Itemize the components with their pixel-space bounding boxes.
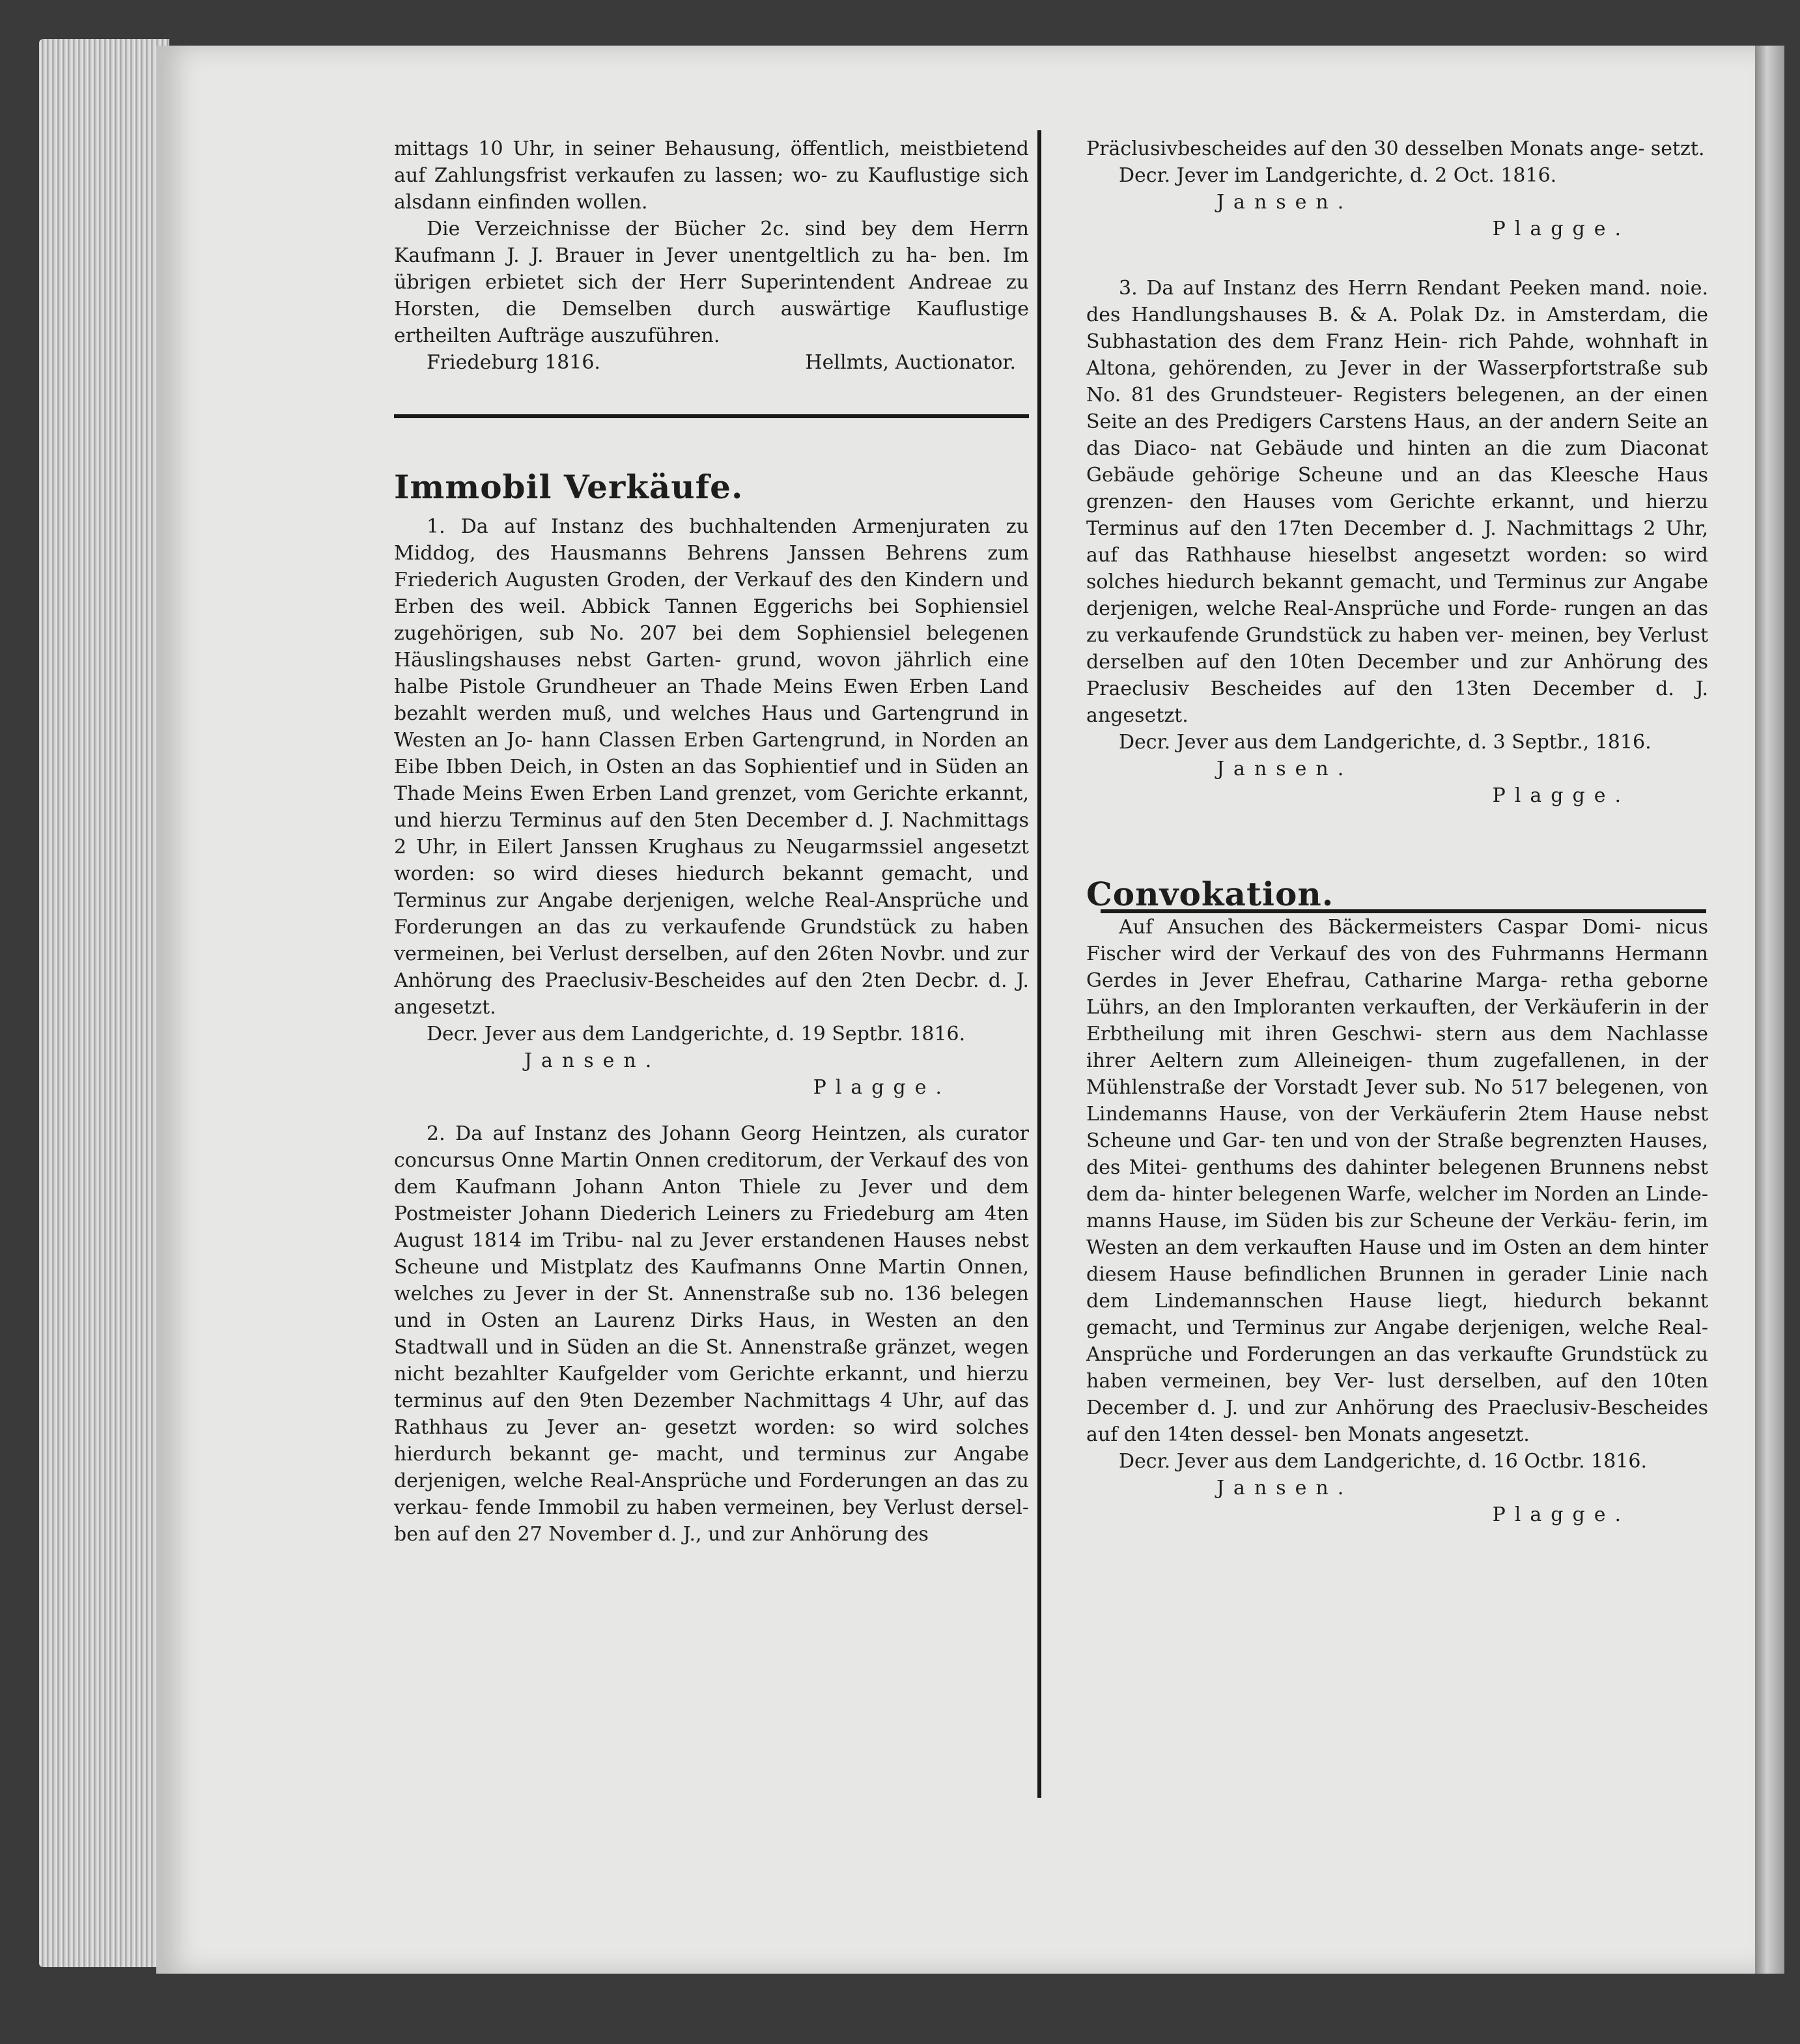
notice-3-text: 3. Da auf Instanz des Herrn Rendant Peeken mand. noie. des Handlungshauses B. & A. Polak Dz. in Amsterdam, die Subhastation des dem Franz Hein- rich Pahde, wohnhaft in Altona, gehörenden, zu Jever in der Wasserpfortstraße sub No. 81 des Grundsteuer- Registers belegenen, an der einen Seite an des Predigers Carstens Haus, an der andern Seite an das Diaco- nat Gebäude und hinten an die zum Diaconat Gebäude gehörige Scheune und an das Kleesche Haus grenzen- den Hauses vom Gerichte erkannt, und hierzu Terminus auf den 17ten December d. J. Nachmittags 2 Uhr, auf das Rathhause hieselbst angesetzt worden: so wird solches hiedurch bekannt gemacht, und Terminus zur Angabe derjenigen, welche Real-Ansprüche und Forde- rungen an das zu verkaufende Grundstück zu haben ver- meinen, bey Verlust derselben auf den 10ten December und zur Anhörung des Praeclusiv Bescheides auf den 13ten December d. J. angesetzt. <box>1086 277 1708 727</box>
notice-1-signature-plagge: Plagge. <box>813 1076 951 1099</box>
convokation-text: Auf Ansuchen des Bäckermeisters Caspar Domi- nicus Fischer wird der Verkauf des von des Fuhrmanns Hermann Gerdes in Jever Ehefrau, Catharine Marga- retha geborne Lührs, an den Imploranten verkauften, der Verkäuferin in der Erbtheilung mit ihren Geschwi- stern aus dem Nachlasse ihrer Aeltern zum Alleineigen- thum zugefallenen, in der Mühlenstraße der Vorstadt Jever sub. No 517 belegenen, von Lindemanns Hause, von der Verkäuferin 2tem Hause nebst Scheune und Gar- ten und von der Straße begrenzten Hauses, des Mitei- genthums des dahinter belegenen Brunnens nebst dem da- hinter belegenen Warfe, welcher im Norden an Linde- manns Hause, im Süden bis zur Scheune der Verkäu- ferin, im Westen an dem verkauften Hause und im Osten an dem hinter diesem Hause befindlichen Brunnen in gerader Linie nach dem Lindemannschen Hause liegt, hiedurch bekannt gemacht, und Terminus zur Angabe derjenigen, welche Real-Ansprüche und Forderungen an das verkaufte Grundstück zu haben vermeinen, bey Ver- lust derselben, auf den 10ten December d. J. und zur Anhörung des Praeclusiv-Bescheides auf den 14ten dessel- ben Monats angesetzt. <box>1086 916 1708 1446</box>
continuation-signature-plagge: Plagge. <box>1492 218 1630 240</box>
friedeburg-date: Friedeburg 1816. <box>427 351 600 374</box>
right-column <box>1086 135 1708 1528</box>
notice-3-signature-plagge: Plagge. <box>1492 784 1630 807</box>
intro-text: mittags 10 Uhr, in seiner Behausung, öffentlich, meistbietend auf Zahlungsfrist verkaufen zu lassen; wo- zu Kauflustige sich alsdann einfinden wollen. <box>394 137 1029 214</box>
convokation-signature-jansen: Jansen. <box>1216 1477 1353 1499</box>
notice-1-signature-jansen: Jansen. <box>524 1049 661 1072</box>
friedeburg-line <box>394 349 1029 376</box>
notice-3-place: Decr. Jever aus dem Landgerichte, d. 3 Septbr., 1816. <box>1119 731 1652 754</box>
convokation-signature-plagge: Plagge. <box>1492 1503 1630 1526</box>
convokation-place: Decr. Jever aus dem Landgerichte, d. 16 Octbr. 1816. <box>1119 1450 1648 1473</box>
notice-1-place: Decr. Jever aus dem Landgerichte, d. 19 Septbr. 1816. <box>427 1023 966 1045</box>
auctionator-signature: Hellmts, Auctionator. <box>805 351 1016 374</box>
continuation-signature-jansen: Jansen. <box>1216 191 1353 214</box>
convokation-heading: Convokation. <box>1086 875 1334 913</box>
continuation-place: Decr. Jever im Landgerichte, d. 2 Oct. 1816. <box>1119 164 1557 187</box>
books-note: Die Verzeichnisse der Bücher 2c. sind bey dem Herrn Kaufmann J. J. Brauer in Jever unentgeltlich zu ha- ben. Im übrigen erbietet sich der Herr Superintendent Andreae zu Horsten, die Demselben durch auswärtige Kauflustige ertheilten Aufträge auszuführen. <box>394 218 1029 347</box>
notice-2-text: 2. Da auf Instanz des Johann Georg Heintzen, als curator concursus Onne Martin Onnen creditorum, der Verkauf des von dem Kaufmann Johann Anton Thiele zu Jever und dem Postmeister Johann Diederich Leiners zu Friedeburg am 4ten August 1814 im Tribu- nal zu Jever erstandenen Hauses nebst Scheune und Mistplatz des Kaufmanns Onne Martin Onnen, welches zu Jever in der St. Annenstraße sub no. 136 belegen und in Osten an Laurenz Dirks Haus, in Westen an den Stadtwall und in Süden an die St. Annenstraße gränzet, wegen nicht bezahlter Kaufgelder vom Gerichte erkannt, und hierzu terminus auf den 9ten Dezember Nachmittags 4 Uhr, auf das Rathhaus zu Jever an- gesetzt worden: so wird solches hierdurch bekannt ge- macht, und terminus zur Angabe derjenigen, welche Real-Ansprüche und Forderungen an das zu verkau- fende Immobil zu haben vermeinen, bey Verlust dersel- ben auf den 27 November d. J., und zur Anhörung des <box>394 1122 1029 1546</box>
notice-3-signature-jansen: Jansen. <box>1216 758 1353 780</box>
column-divider <box>1037 130 1041 1798</box>
book-page-edges <box>39 39 169 1967</box>
continuation-text: Präclusivbescheides auf den 30 desselben Monats ange- setzt. <box>1086 137 1705 160</box>
immobil-heading: Immobil Verkäufe. <box>394 468 744 506</box>
book-right-edge <box>1755 46 1784 1974</box>
left-column <box>394 135 1029 1548</box>
notice-1-text: 1. Da auf Instanz des buchhaltenden Armenjuraten zu Middog, des Hausmanns Behrens Janssen Behrens zum Friederich Augusten Groden, der Verkauf des den Kindern und Erben des weil. Abbick Tannen Eggerichs bei Sophiensiel zugehörigen, sub No. 207 bei dem Sophiensiel belegenen Häuslingshauses nebst Garten- grund, wovon jährlich eine halbe Pistole Grundheuer an Thade Meins Ewen Erben Land bezahlt werden muß, und welches Haus und Gartengrund in Westen an Jo- hann Classen Erben Gartengrund, in Norden an Eibe Ibben Deich, in Osten an das Sophientief und in Süden an Thade Meins Ewen Erben Land grenzet, vom Gerichte erkannt, und hierzu Terminus auf den 5ten December d. J. Nachmittags 2 Uhr, in Eilert Janssen Krughaus zu Neugarmssiel angesetzt worden: so wird dieses hiedurch bekannt gemacht, und Terminus zur Angabe derjenigen, welche Real-Ansprüche und Forderungen an das zu verkaufende Grundstück zu haben vermeinen, bei Verlust derselben, auf den 26ten Novbr. und zur Anhörung des Praeclusiv-Bescheides auf den 2ten Decbr. d. J. angesetzt. <box>394 515 1029 1019</box>
